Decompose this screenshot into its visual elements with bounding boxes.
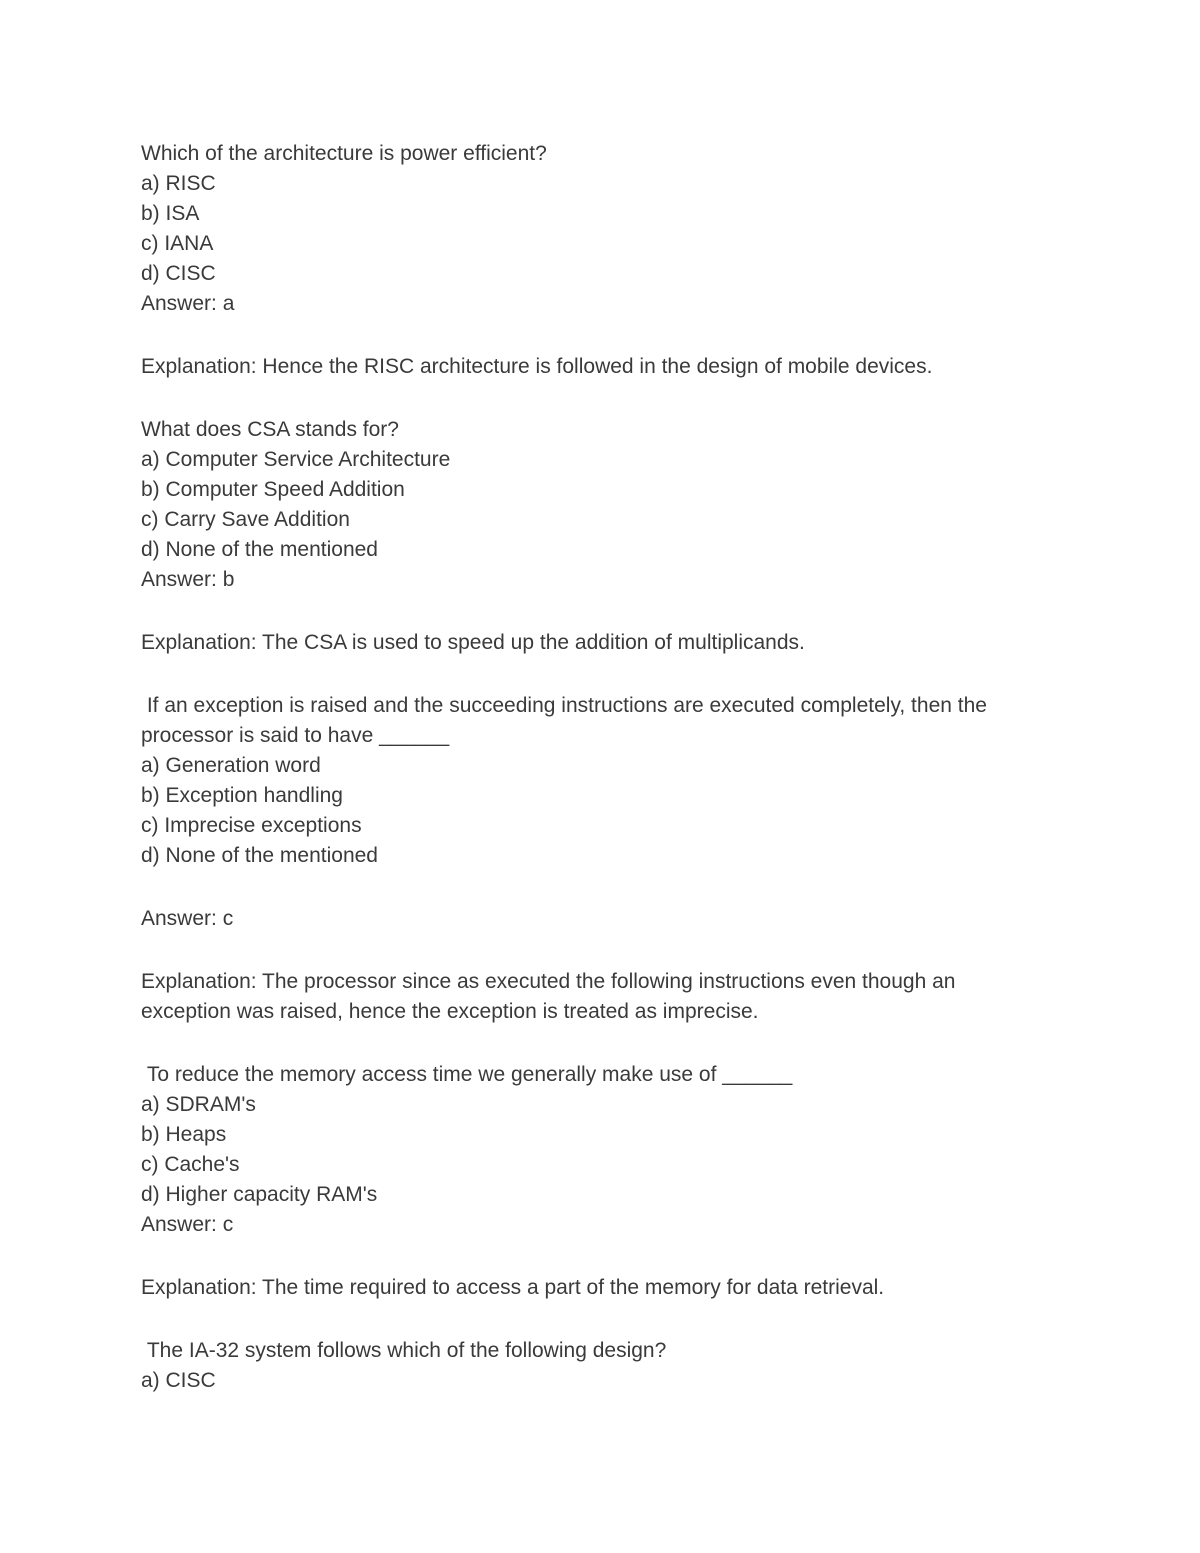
option-d: d) CISC (141, 262, 216, 285)
option-d: d) None of the mentioned (141, 844, 378, 867)
option-c: c) Imprecise exceptions (141, 814, 362, 837)
option-a: a) Generation word (141, 754, 321, 777)
option-a: a) RISC (141, 172, 216, 195)
answer-text: Answer: c (141, 907, 234, 930)
question-text-line-2: processor is said to have ______ (141, 724, 450, 747)
explanation-text-line-1: Explanation: The processor since as executed the following instructions even though an (141, 970, 956, 993)
question-text-line-1: If an exception is raised and the succeeding instructions are executed completely, then the (141, 694, 987, 717)
option-d: d) None of the mentioned (141, 538, 378, 561)
question-block-2 (141, 415, 1101, 691)
question-text: What does CSA stands for? (141, 418, 399, 441)
question-block-4 (141, 1060, 1101, 1336)
question-block-1 (141, 139, 1101, 415)
explanation-text-line-2: exception was raised, hence the exception is treated as imprecise. (141, 1000, 759, 1023)
option-c: c) IANA (141, 232, 214, 255)
explanation-text: Explanation: The CSA is used to speed up the addition of multiplicands. (141, 631, 805, 654)
option-b: b) ISA (141, 202, 200, 225)
question-block-5 (141, 1336, 1101, 1396)
document-body (141, 139, 1101, 1396)
question-text: To reduce the memory access time we generally make use of ______ (141, 1063, 793, 1086)
explanation-text: Explanation: Hence the RISC architecture is followed in the design of mobile devices. (141, 355, 933, 378)
explanation-text: Explanation: The time required to access a part of the memory for data retrieval. (141, 1276, 885, 1299)
question-block-3 (141, 691, 1101, 1060)
answer-text: Answer: c (141, 1213, 234, 1236)
option-a: a) CISC (141, 1369, 216, 1392)
option-d: d) Higher capacity RAM's (141, 1183, 378, 1206)
option-b: b) Computer Speed Addition (141, 478, 405, 501)
option-c: c) Carry Save Addition (141, 508, 350, 531)
option-a: a) SDRAM's (141, 1093, 256, 1116)
option-c: c) Cache's (141, 1153, 240, 1176)
question-text: The IA-32 system follows which of the following design? (141, 1339, 667, 1362)
answer-text: Answer: a (141, 292, 235, 315)
answer-text: Answer: b (141, 568, 235, 591)
option-b: b) Exception handling (141, 784, 343, 807)
option-a: a) Computer Service Architecture (141, 448, 451, 471)
question-text: Which of the architecture is power efficient? (141, 142, 547, 165)
option-b: b) Heaps (141, 1123, 227, 1146)
